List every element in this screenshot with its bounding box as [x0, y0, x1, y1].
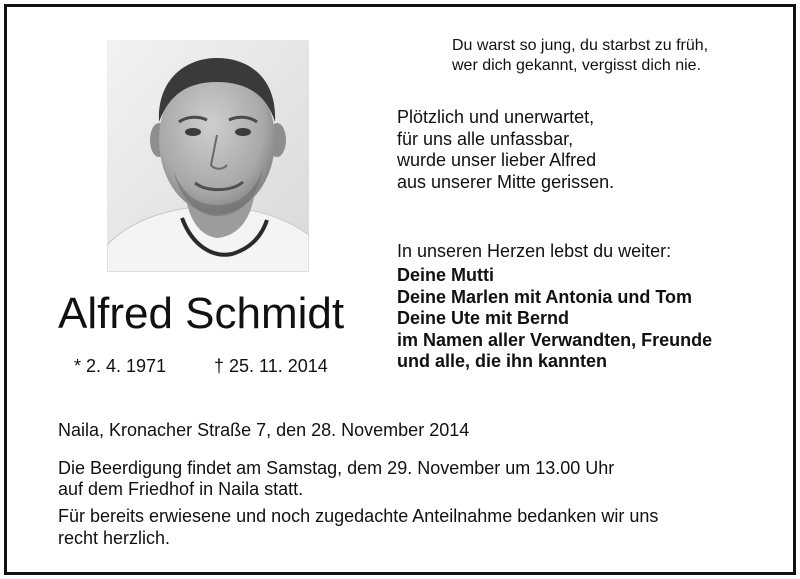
- thanks-line: recht herzlich.: [58, 527, 171, 548]
- family-intro: In unseren Herzen lebst du weiter:: [397, 241, 672, 261]
- announcement-message: [397, 107, 614, 193]
- portrait-photo: [107, 40, 309, 272]
- message-line: aus unserer Mitte gerissen.: [397, 171, 615, 192]
- mourner-line: Deine Mutti: [397, 265, 494, 285]
- memorial-quote: [452, 36, 708, 76]
- mourner-line: Deine Marlen mit Antonia und Tom: [397, 286, 693, 307]
- mourner-line: Deine Ute mit Bernd: [397, 308, 570, 328]
- funeral-notice: [58, 458, 614, 500]
- mourners-list: [397, 265, 712, 373]
- mourner-line: und alle, die ihn kannten: [397, 351, 608, 371]
- portrait-image: [107, 40, 309, 272]
- thanks-line: Für bereits erwiesene und noch zugedachte Anteilnahme bedanken wir uns: [58, 506, 659, 526]
- thanks-notice: [58, 506, 658, 549]
- deceased-name: Alfred Schmidt: [58, 289, 345, 338]
- funeral-line: auf dem Friedhof in Naila statt.: [58, 479, 304, 499]
- message-line: für uns alle unfassbar,: [397, 128, 574, 149]
- message-line: Plötzlich und unerwartet,: [397, 107, 595, 127]
- funeral-line: Die Beerdigung findet am Samstag, dem 29. November um 13.00 Uhr: [58, 458, 615, 478]
- place-and-date: Naila, Kronacher Straße 7, den 28. November 2014: [58, 420, 470, 440]
- quote-line: Du warst so jung, du starbst zu früh,: [452, 37, 709, 54]
- birth-date: * 2. 4. 1971: [74, 356, 167, 376]
- death-date: † 25. 11. 2014: [214, 356, 328, 376]
- message-line: wurde unser lieber Alfred: [397, 150, 597, 170]
- quote-line: wer dich gekannt, vergisst dich nie.: [452, 57, 702, 74]
- mourner-line: im Namen aller Verwandten, Freunde: [397, 329, 713, 350]
